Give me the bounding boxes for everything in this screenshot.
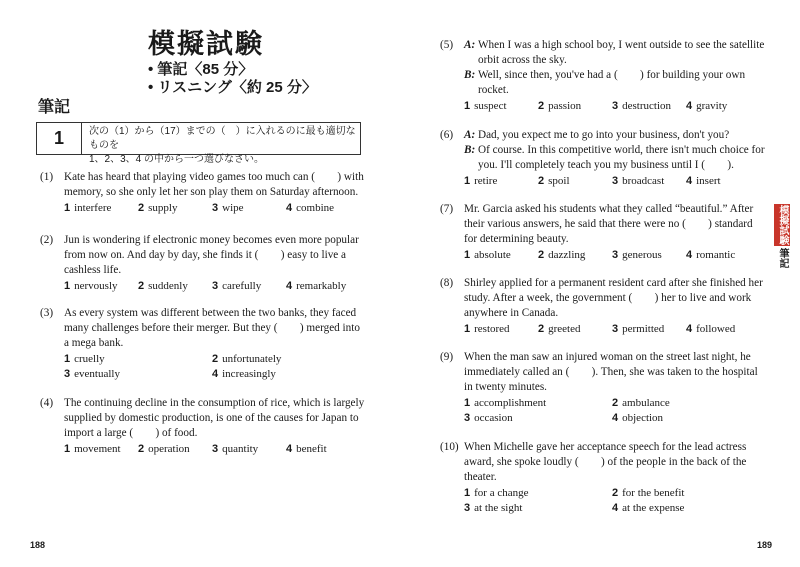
question-line: [464, 128, 765, 143]
line-text: for determining beauty.: [464, 233, 569, 245]
choice-number: 2: [612, 487, 619, 499]
choice-text: eventually: [74, 368, 120, 380]
question-line: Jun is wondering if electronic money becomes even more popular: [64, 234, 359, 246]
choice-number: 2: [538, 323, 545, 335]
instruction-line: 次の（1）から（17）までの（ ）に入れるのに最も適切なものを: [89, 126, 356, 151]
choice-number: 4: [286, 202, 293, 214]
line-text: theater.: [464, 471, 497, 483]
question-text: [64, 233, 359, 278]
question-number: (6): [440, 129, 454, 141]
question-number: (1): [40, 171, 54, 183]
line-text: Of course. In this competitive world, there isn't much choice for: [478, 144, 765, 156]
choice-text: gravity: [696, 100, 728, 112]
answer-choice[interactable]: [212, 279, 261, 294]
question-text: [64, 170, 364, 200]
section-label: 筆記: [38, 99, 71, 116]
question-line: [464, 365, 758, 380]
line-text: anywhere in Canada.: [464, 307, 559, 319]
choice-text: suspect: [474, 100, 507, 112]
question-line: [464, 232, 753, 247]
choice-number: 4: [612, 412, 619, 424]
page-number-right: 189: [757, 540, 773, 550]
choice-text: operation: [148, 443, 190, 455]
choice-number: 3: [612, 323, 619, 335]
answer-choice[interactable]: [686, 99, 727, 114]
answer-choice[interactable]: [464, 486, 528, 501]
choice-number: 2: [612, 397, 619, 409]
choice-number: 1: [464, 175, 471, 187]
choice-number: 4: [212, 368, 219, 380]
answer-choice[interactable]: [286, 442, 327, 457]
question-text: [464, 202, 753, 247]
question-line: import a large ( ) of food.: [64, 427, 198, 439]
question-text: [464, 38, 764, 98]
choice-number: 2: [212, 353, 219, 365]
choice-number: 1: [464, 397, 471, 409]
question-line: [464, 276, 763, 291]
line-text: rocket.: [478, 84, 509, 96]
choice-text: objection: [622, 412, 664, 424]
choice-text: supply: [148, 202, 178, 214]
answer-choice[interactable]: [686, 174, 721, 189]
choice-number: 2: [538, 249, 545, 261]
choice-number: 1: [464, 323, 471, 335]
question-text: [464, 350, 758, 395]
line-text: you. I'll completely teach you my business until I ( ).: [478, 159, 734, 171]
question-number: (8): [440, 277, 454, 289]
answer-choice[interactable]: [538, 248, 585, 263]
instruction-line: 1、2、3、4 の中から一つ選びなさい。: [89, 154, 265, 165]
side-tab-mock-exam[interactable]: 模擬試験: [774, 204, 790, 246]
choice-text: restored: [474, 323, 510, 335]
answer-choice[interactable]: [64, 367, 120, 382]
line-text: Dad, you expect me to go into your business, don't you?: [478, 129, 730, 141]
answer-choice[interactable]: [138, 442, 190, 457]
choice-text: romantic: [696, 249, 736, 261]
answer-choice[interactable]: [612, 501, 684, 516]
answer-choice[interactable]: [64, 352, 105, 367]
question-line: [464, 306, 763, 321]
answer-choice[interactable]: [464, 174, 497, 189]
line-text: award, she spoke loudly ( ) of the people in the back of the: [464, 456, 747, 468]
answer-choice[interactable]: [286, 279, 346, 294]
speaker-label: A:: [464, 129, 476, 141]
choice-number: 2: [138, 280, 145, 292]
choice-text: suddenly: [148, 280, 188, 292]
question-line: from now on. And day by day, she finds it ( ) easy to live a: [64, 249, 347, 261]
choice-text: unfortunately: [222, 353, 282, 365]
answer-choice[interactable]: [612, 174, 664, 189]
choice-text: wipe: [222, 202, 244, 214]
choice-number: 3: [464, 502, 471, 514]
choice-number: 4: [686, 323, 693, 335]
choice-number: 2: [138, 202, 145, 214]
choice-text: carefully: [222, 280, 262, 292]
choice-number: 1: [64, 443, 71, 455]
question-line: [464, 470, 746, 485]
choice-text: interfere: [74, 202, 112, 214]
choice-text: for a change: [474, 487, 529, 499]
choice-number: 3: [64, 368, 71, 380]
question-line: [464, 380, 758, 395]
choice-text: retire: [474, 175, 498, 187]
answer-choice[interactable]: [612, 322, 664, 337]
choice-number: 4: [612, 502, 619, 514]
question-text: [464, 276, 763, 321]
question-line: Kate has heard that playing video games too much can ( ) with: [64, 171, 364, 183]
subtitle-writing: • 筆記〈85 分〉: [148, 61, 254, 78]
answer-choice[interactable]: [464, 411, 513, 426]
question-number: (4): [40, 397, 54, 409]
answer-choice[interactable]: [212, 367, 276, 382]
question-line: The continuing decline in the consumption of rice, which is largely: [64, 397, 365, 409]
choice-text: insert: [696, 175, 721, 187]
choice-text: at the sight: [474, 502, 523, 514]
answer-choice[interactable]: [212, 442, 258, 457]
answer-choice[interactable]: [538, 174, 570, 189]
choice-text: generous: [622, 249, 662, 261]
question-line: [464, 350, 758, 365]
line-text: in twenty minutes.: [464, 381, 547, 393]
answer-choice[interactable]: [286, 201, 334, 216]
choice-text: destruction: [622, 100, 672, 112]
choice-number: 1: [464, 249, 471, 261]
choice-text: increasingly: [222, 368, 276, 380]
choice-number: 1: [64, 353, 71, 365]
choice-text: benefit: [296, 443, 327, 455]
choice-text: at the expense: [622, 502, 685, 514]
choice-text: spoil: [548, 175, 570, 187]
question-line: [464, 143, 765, 158]
question-line: memory, so she only let her son play them on Saturday afternoon.: [64, 186, 359, 198]
page-number-left: 188: [30, 540, 46, 550]
choice-text: greeted: [548, 323, 581, 335]
answer-choice[interactable]: [64, 442, 121, 457]
line-text: Well, since then, you've had a ( ) for building your own: [478, 69, 746, 81]
choice-text: broadcast: [622, 175, 665, 187]
line-text: study. After a week, the government ( ) her to live and work: [464, 292, 752, 304]
question-text: [64, 396, 364, 441]
choice-text: dazzling: [548, 249, 586, 261]
choice-text: ambulance: [622, 397, 670, 409]
question-number: (5): [440, 39, 454, 51]
choice-number: 3: [612, 100, 619, 112]
answer-choice[interactable]: [464, 99, 507, 114]
question-number: (3): [40, 307, 54, 319]
question-line: [464, 455, 746, 470]
speaker-label: B:: [464, 144, 476, 156]
choice-text: quantity: [222, 443, 259, 455]
question-line: [464, 291, 763, 306]
question-text: [464, 440, 746, 485]
choice-number: 2: [538, 175, 545, 187]
question-line: [464, 68, 764, 83]
question-number: (7): [440, 203, 454, 215]
choice-number: 3: [212, 202, 219, 214]
answer-choice[interactable]: [612, 411, 663, 426]
instruction-text: [89, 125, 359, 167]
line-text: orbit across the sky.: [478, 54, 567, 66]
answer-choice[interactable]: [464, 248, 511, 263]
choice-number: 3: [612, 175, 619, 187]
question-text: [464, 128, 765, 173]
question-line: a mega bank.: [64, 337, 124, 349]
speaker-label: B:: [464, 69, 476, 81]
answer-choice[interactable]: [538, 322, 581, 337]
question-number: (2): [40, 234, 54, 246]
choice-number: 4: [686, 100, 693, 112]
answer-choice[interactable]: [612, 248, 662, 263]
question-line: many challenges before their merger. But they ( ) merged into: [64, 322, 360, 334]
choice-number: 4: [686, 175, 693, 187]
answer-choice[interactable]: [686, 322, 735, 337]
choice-text: occasion: [474, 412, 513, 424]
choice-number: 2: [138, 443, 145, 455]
choice-text: accomplishment: [474, 397, 547, 409]
choice-number: 3: [612, 249, 619, 261]
instruction-number: 1: [37, 123, 82, 154]
question-number: (9): [440, 351, 454, 363]
answer-choice[interactable]: [64, 201, 111, 216]
choice-text: absolute: [474, 249, 511, 261]
choice-number: 1: [464, 487, 471, 499]
question-line: supplied by domestic production, is one of the causes for Japan to: [64, 412, 359, 424]
line-text: Shirley applied for a permanent resident card after she finished her: [464, 277, 763, 289]
question-line: cashless life.: [64, 264, 122, 276]
choice-text: remarkably: [296, 280, 347, 292]
choice-text: permitted: [622, 323, 665, 335]
choice-text: nervously: [74, 280, 118, 292]
question-line: [464, 53, 764, 68]
instruction-box: [36, 122, 361, 165]
choice-number: 1: [64, 202, 71, 214]
line-text: When Michelle gave her acceptance speech for the lead actress: [464, 441, 747, 453]
page-title: 模擬試験: [148, 29, 264, 59]
answer-choice[interactable]: [138, 279, 188, 294]
answer-choice[interactable]: [464, 396, 546, 411]
answer-choice[interactable]: [64, 279, 118, 294]
question-line: [464, 440, 746, 455]
question-line: [464, 202, 753, 217]
choice-number: 4: [286, 443, 293, 455]
speaker-label: A:: [464, 39, 476, 51]
answer-choice[interactable]: [612, 396, 670, 411]
choice-number: 3: [212, 443, 219, 455]
choice-number: 3: [464, 412, 471, 424]
choice-text: passion: [548, 100, 582, 112]
line-text: When the man saw an injured woman on the street last night, he: [464, 351, 751, 363]
answer-choice[interactable]: [138, 201, 177, 216]
line-text: Mr. Garcia asked his students what they called “beautiful.” After: [464, 203, 754, 215]
choice-text: followed: [696, 323, 736, 335]
choice-text: combine: [296, 202, 335, 214]
choice-number: 1: [464, 100, 471, 112]
choice-number: 1: [64, 280, 71, 292]
question-text: [64, 306, 360, 351]
answer-choice[interactable]: [612, 486, 684, 501]
choice-text: movement: [74, 443, 121, 455]
line-text: their various answers, he said that there were no ( ) standard: [464, 218, 753, 230]
answer-choice[interactable]: [464, 501, 522, 516]
answer-choice[interactable]: [612, 99, 671, 114]
line-text: When I was a high school boy, I went outside to see the satellite: [478, 39, 765, 51]
question-line: [464, 158, 765, 173]
answer-choice[interactable]: [212, 352, 281, 367]
line-text: immediately called an ( ). Then, she was taken to the hospital: [464, 366, 758, 378]
question-number: (10): [440, 441, 459, 453]
answer-choice[interactable]: [538, 99, 581, 114]
choice-number: 3: [212, 280, 219, 292]
answer-choice[interactable]: [464, 322, 510, 337]
choice-text: cruelly: [74, 353, 105, 365]
subtitle-listening: • リスニング〈約 25 分〉: [148, 79, 317, 96]
choice-number: 2: [538, 100, 545, 112]
question-line: As every system was different between the two banks, they faced: [64, 307, 357, 319]
choice-number: 4: [686, 249, 693, 261]
question-line: [464, 217, 753, 232]
choice-number: 4: [286, 280, 293, 292]
side-tab-writing[interactable]: 筆記: [777, 248, 788, 268]
question-line: [464, 83, 764, 98]
question-line: [464, 38, 764, 53]
choice-text: for the benefit: [622, 487, 685, 499]
answer-choice[interactable]: [212, 201, 244, 216]
answer-choice[interactable]: [686, 248, 735, 263]
